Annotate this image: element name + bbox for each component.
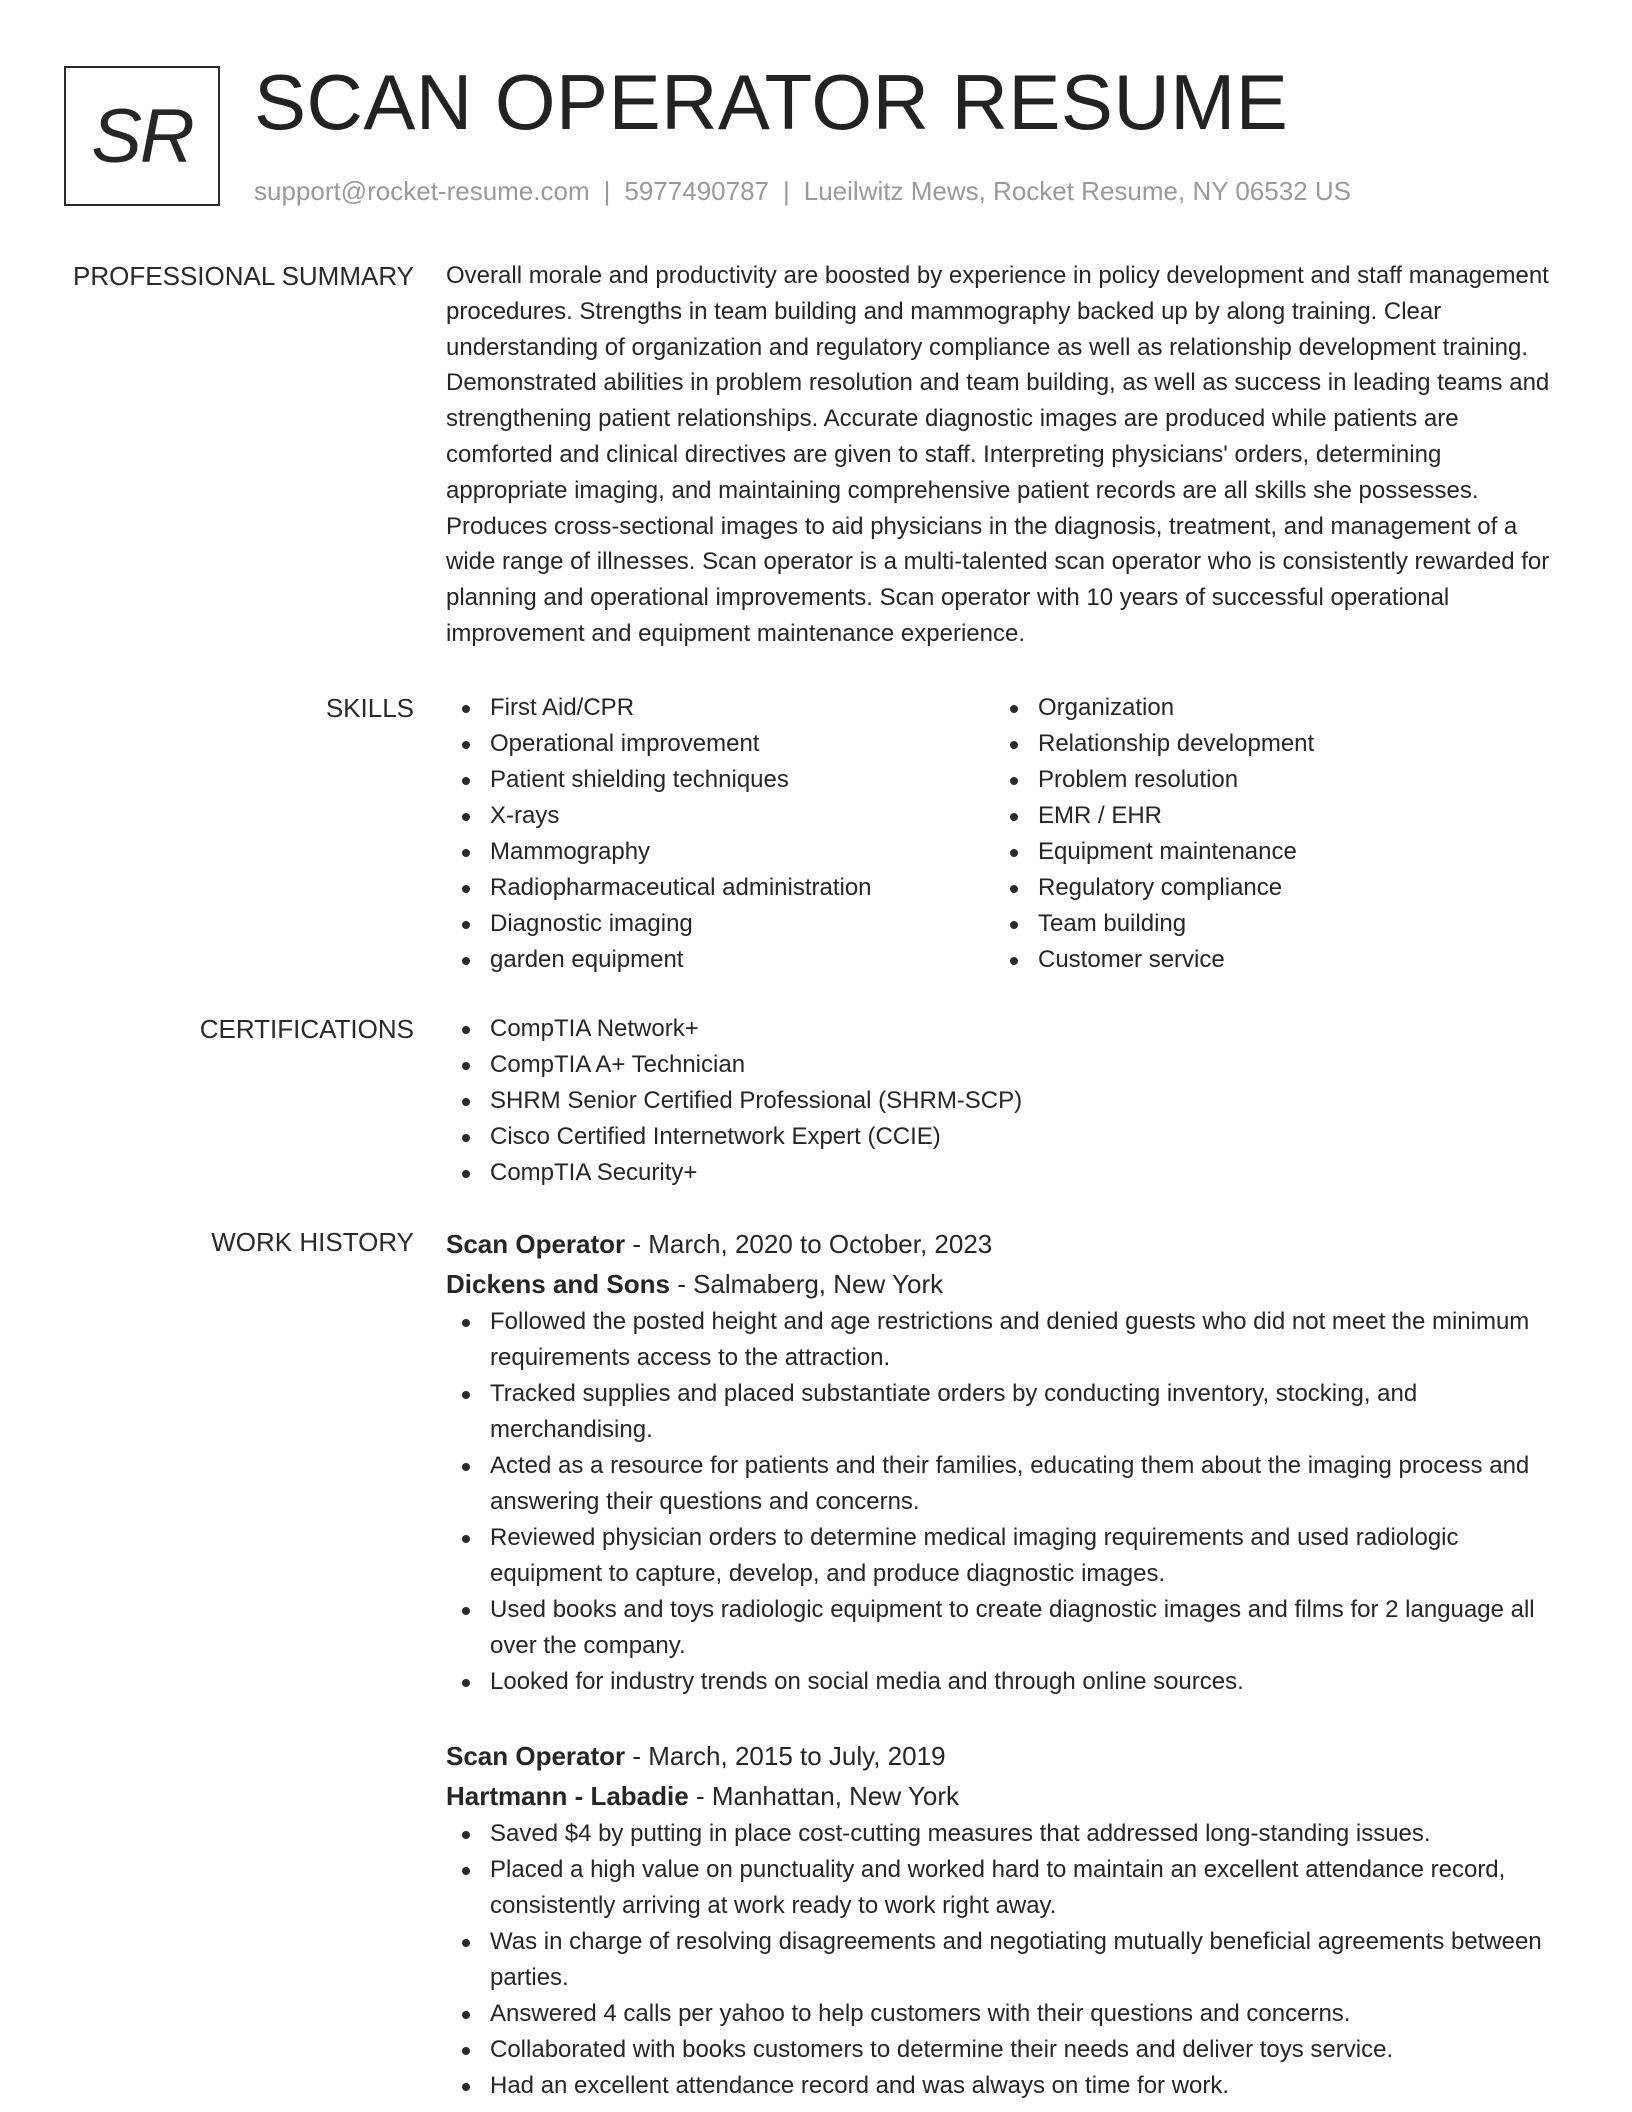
skill-item: Equipment maintenance — [994, 834, 1542, 870]
skill-item: Operational improvement — [446, 726, 994, 762]
job-duty-item: Saved $4 by putting in place cost-cutting measures that addressed long-standing issues. — [446, 1816, 1562, 1852]
section-label-summary: PROFESSIONAL SUMMARY — [73, 261, 414, 291]
certifications-list — [446, 1011, 1562, 1191]
job-duties-list — [446, 1304, 1562, 1700]
job-location: - Manhattan, New York — [688, 1781, 959, 1811]
job-duty-item: Used books and toys radiologic equipment to create diagnostic images and films for 2 language all over the company. — [446, 1592, 1562, 1664]
skill-item: Relationship development — [994, 726, 1542, 762]
certifications-body — [446, 1011, 1562, 1191]
skill-item: Diagnostic imaging — [446, 906, 994, 942]
skill-item: Regulatory compliance — [994, 870, 1542, 906]
skill-item: Team building — [994, 906, 1542, 942]
job-duty-item: Tracked supplies and placed substantiate orders by conducting inventory, stocking, and merchandising. — [446, 1376, 1562, 1448]
monogram-logo: SR — [64, 66, 220, 206]
job-location: - Salmaberg, New York — [669, 1269, 944, 1299]
contact-email: support@rocket-resume.com — [254, 176, 590, 206]
job-title: Scan Operator — [446, 1229, 626, 1259]
job-duty-item: Answered 4 calls per yahoo to help customers with their questions and concerns. — [446, 1996, 1562, 2032]
summary-text: Overall morale and productivity are boosted by experience in policy development and staff management procedures. Strengths in team building and mammography backed up by along training. Clear understanding of organization and regulatory compliance as well as relationship development training. Demonstrated abilities in problem resolution and team building, as well as success in leading teams and strengthening patient relationships. Accurate diagnostic images are produced while patients are comforted and clinical directives are given to staff. Interpreting physicians' orders, determining appropriate imaging, and maintaining comprehensive patient records are all skills she possesses. Produces cross-sectional images to aid physicians in the diagnosis, treatment, and management of a wide range of illnesses. Scan operator is a multi-talented scan operator who is consistently rewarded for planning and operational improvements. Scan operator with 10 years of successful operational improvement and equipment maintenance experience. — [446, 262, 1550, 647]
resume-title: SCAN OPERATOR RESUME — [254, 58, 1289, 146]
job-duty-item: Reviewed physician orders to determine medical imaging requirements and used radiologic equipment to capture, develop, and produce diagnostic images. — [446, 1520, 1562, 1592]
skill-item: Organization — [994, 690, 1542, 726]
job-duty-item: Had an excellent attendance record and was always on time for work. — [446, 2068, 1562, 2104]
job-duty-item: Looked for industry trends on social media and through online sources. — [446, 1664, 1562, 1700]
job-title-line — [446, 1224, 1562, 1264]
job-dates: - March, 2020 to October, 2023 — [625, 1229, 993, 1259]
summary-body — [446, 258, 1562, 652]
contact-phone: 5977490787 — [624, 176, 769, 206]
skills-list-right — [994, 690, 1542, 978]
skills-body — [446, 690, 1562, 978]
section-label-certifications: CERTIFICATIONS — [199, 1014, 414, 1044]
skill-item: Patient shielding techniques — [446, 762, 994, 798]
section-label-skills: SKILLS — [325, 693, 414, 723]
skill-item: Customer service — [994, 942, 1542, 978]
job-entry — [446, 1224, 1562, 1700]
skill-item: X-rays — [446, 798, 994, 834]
certification-item: SHRM Senior Certified Professional (SHRM-SCP) — [446, 1083, 1562, 1119]
contact-line — [254, 174, 1351, 208]
job-title-line — [446, 1736, 1562, 1776]
certification-item: CompTIA Network+ — [446, 1011, 1562, 1047]
skill-item: EMR / EHR — [994, 798, 1542, 834]
job-company: Dickens and Sons — [446, 1269, 670, 1299]
contact-separator: | — [783, 176, 790, 206]
certification-item: CompTIA A+ Technician — [446, 1047, 1562, 1083]
job-company-line — [446, 1776, 1562, 1816]
contact-address: Lueilwitz Mews, Rocket Resume, NY 06532 US — [803, 176, 1351, 206]
job-entry — [446, 1736, 1562, 2104]
job-company: Hartmann - Labadie — [446, 1781, 689, 1811]
certification-item: CompTIA Security+ — [446, 1155, 1562, 1191]
job-title: Scan Operator — [446, 1741, 626, 1771]
skills-list-left — [446, 690, 994, 978]
skill-item: Radiopharmaceutical administration — [446, 870, 994, 906]
job-dates: - March, 2015 to July, 2019 — [625, 1741, 946, 1771]
work-history-body — [446, 1224, 1562, 2104]
job-duty-item: Acted as a resource for patients and their families, educating them about the imaging process and answering their questions and concerns. — [446, 1448, 1562, 1520]
job-duty-item: Followed the posted height and age restrictions and denied guests who did not meet the minimum requirements access to the attraction. — [446, 1304, 1562, 1376]
skill-item: Problem resolution — [994, 762, 1542, 798]
job-company-line — [446, 1264, 1562, 1304]
job-duty-item: Collaborated with books customers to determine their needs and deliver toys service. — [446, 2032, 1562, 2068]
skill-item: Mammography — [446, 834, 994, 870]
job-duty-item: Placed a high value on punctuality and worked hard to maintain an excellent attendance record, consistently arriving at work ready to work right away. — [446, 1852, 1562, 1924]
certification-item: Cisco Certified Internetwork Expert (CCIE) — [446, 1119, 1562, 1155]
job-duties-list — [446, 1816, 1562, 2104]
job-duty-item: Was in charge of resolving disagreements and negotiating mutually beneficial agreements between parties. — [446, 1924, 1562, 1996]
skill-item: First Aid/CPR — [446, 690, 994, 726]
section-label-work-history: WORK HISTORY — [211, 1227, 414, 1257]
skill-item: garden equipment — [446, 942, 994, 978]
contact-separator: | — [603, 176, 611, 206]
